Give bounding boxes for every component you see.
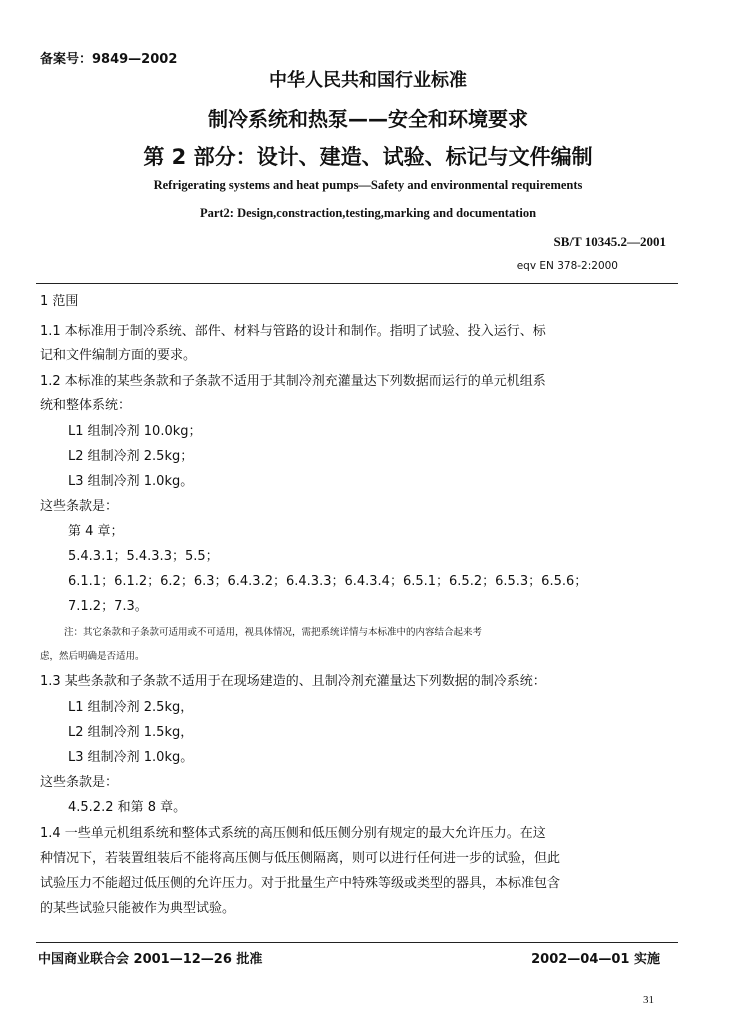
para-1-4-line1: 1.4 一些单元机组系统和整体式系统的高压侧和低压侧分别有规定的最大允许压力。在这	[40, 826, 546, 841]
clauses-label-field: 这些条款是：	[40, 775, 119, 790]
section-heading-scope: 1 范围	[40, 294, 79, 309]
clause-list-line3: 7.1.2；7.3。	[68, 599, 148, 614]
equivalent-standard: eqv EN 378-2:2000	[516, 260, 618, 272]
charge-l3-field: L3 组制冷剂 1.0kg。	[68, 750, 194, 765]
para-1-4-line4: 的某些试验只能被作为典型试验。	[40, 901, 236, 916]
english-title: Refrigerating systems and heat pumps—Safety and environmental requirements	[153, 178, 583, 192]
para-1-1-line2: 记和文件编制方面的要求。	[40, 348, 197, 363]
page-number: 31	[643, 994, 654, 1006]
approval-date: 中国商业联合会 2001—12—26 批准	[38, 952, 263, 967]
charge-l2-field: L2 组制冷剂 1.5kg，	[68, 725, 194, 740]
note-line1: 注：其它条款和子条款可适用或不可适用，视具体情况，需把系统详情与本标准中的内容结合起来考	[64, 627, 483, 638]
standard-category-title: 中华人民共和国行业标准	[269, 70, 467, 91]
para-1-1-line1: 1.1 本标准用于制冷系统、部件、材料与管路的设计和制作。指明了试验、投入运行、标	[40, 324, 546, 339]
clause-list-field: 4.5.2.2 和第 8 章。	[68, 800, 187, 815]
para-1-3: 1.3 某些条款和子条款不适用于在现场建造的、且制冷剂充灌量达下列数据的制冷系统：	[40, 674, 546, 689]
english-part-title: Part2: Design,constraction,testing,marking and documentation	[199, 206, 537, 220]
filing-number: 备案号：9849—2002	[40, 52, 178, 67]
effective-date: 2002—04—01 实施	[531, 952, 660, 967]
clause-list-line1: 5.4.3.1；5.4.3.3；5.5；	[68, 549, 219, 564]
footer-divider	[36, 942, 678, 943]
charge-l1: L1 组制冷剂 10.0kg；	[68, 424, 202, 439]
clause-list-line2: 6.1.1；6.1.2；6.2；6.3；6.4.3.2；6.4.3.3；6.4.3.4；6.5.1；6.5.2；6.5.3；6.5.6；	[68, 574, 588, 589]
main-title: 制冷系统和热泵——安全和环境要求	[208, 107, 528, 131]
para-1-2-line2: 统和整体系统：	[40, 398, 132, 413]
clauses-label: 这些条款是：	[40, 499, 119, 514]
part-title: 第 2 部分：设计、建造、试验、标记与文件编制	[143, 145, 593, 169]
charge-l3: L3 组制冷剂 1.0kg。	[68, 474, 194, 489]
header-divider	[36, 283, 678, 284]
charge-l2: L2 组制冷剂 2.5kg；	[68, 449, 194, 464]
note-line2: 虑，然后明确是否适用。	[40, 651, 145, 662]
para-1-4-line2: 种情况下，若装置组装后不能将高压侧与低压侧隔离，则可以进行任何进一步的试验，但此	[40, 851, 561, 866]
clause-list-chapter: 第 4 章；	[68, 524, 124, 539]
para-1-2-line1: 1.2 本标准的某些条款和子条款不适用于其制冷剂充灌量达下列数据而运行的单元机组系	[40, 374, 546, 389]
charge-l1-field: L1 组制冷剂 2.5kg，	[68, 700, 194, 715]
standard-number: SB/T 10345.2—2001	[553, 234, 666, 249]
para-1-4-line3: 试验压力不能超过低压侧的允许压力。对于批量生产中特殊等级或类型的器具，本标准包含	[40, 876, 561, 891]
